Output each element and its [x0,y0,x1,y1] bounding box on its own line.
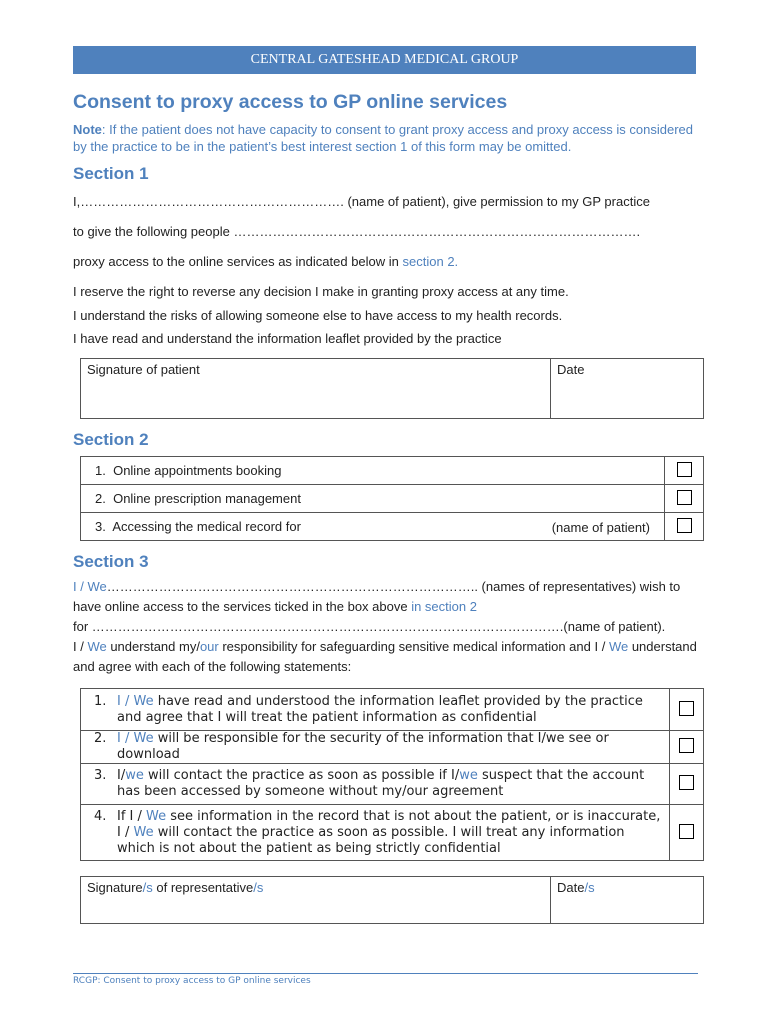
section3-text: understand my/ [106,639,200,654]
statement-number: 4. [94,808,107,824]
statement-number: 2. [94,731,107,746]
service-checkbox-prescriptions[interactable] [677,490,692,505]
pronoun-choice: We [133,693,154,709]
statement-row [81,689,704,731]
page-title: Consent to proxy access to GP online services [73,91,508,113]
representative-signature-field[interactable] [81,877,551,923]
statement-text: will contact the practice as soon as possible. I will treat any information which is not about the patient as being strictly confidential [117,824,625,856]
section3-text: ………………………………………………………………………….. (names of representatives) wish to have online access to the services ticked in the box above [73,579,681,614]
patient-signature-box [80,358,704,419]
pronoun-choice: We [146,808,167,824]
signature-label: of representative [152,880,254,895]
section3-text: I / [73,639,88,654]
services-table [80,456,704,541]
org-name: CENTRAL GATESHEAD MEDICAL GROUP [250,52,519,67]
statement-checkbox-2[interactable] [679,738,694,753]
service-label: Online appointments booking [113,463,282,478]
statement-row [81,731,704,764]
pronoun-choice: we [459,768,478,783]
statement-checkbox-1[interactable] [679,701,694,716]
pronoun-choice: We [608,639,629,654]
statement-row [81,764,704,805]
service-number: 2. [95,491,106,506]
service-row [81,513,704,541]
patient-date-field[interactable] [551,359,703,418]
section2-reference: section 2. [402,254,459,269]
representative-date-field[interactable] [551,877,703,923]
pronoun-choice: our [199,639,219,654]
section1-heading: Section 1 [73,164,149,183]
service-row [81,485,704,513]
plural-suffix: /s [253,880,264,895]
plural-suffix: /s [142,880,153,895]
statement-row [81,805,704,861]
plural-suffix: /s [584,880,595,895]
section3-text: responsibility for safeguarding sensitive medical information and I / [218,639,609,654]
header-bar [73,46,696,74]
service-number: 3. [95,519,106,534]
representative-signature-box [80,876,704,924]
statement-checkbox-4[interactable] [679,824,694,839]
section1-statement-2: I understand the risks of allowing someone else to have access to my health records. [73,308,563,323]
patient-signature-label: Signature of patient [87,362,200,377]
signature-label: Signature [87,880,143,895]
statement-number: 1. [94,693,107,709]
service-row [81,457,704,485]
statement-text: If I / [117,808,147,824]
statement-text: I/ [117,768,126,783]
patient-signature-field[interactable] [81,359,551,418]
section2-reference: in section 2 [411,599,477,614]
patient-date-label: Date [557,362,585,377]
statement-text: will be responsible for the security of the information that I/we see or download [117,731,609,762]
section1-line1: I,……………………………………………………. (name of patient), give permission to my GP practice [73,194,650,209]
pronoun-choice: We [87,639,107,654]
section1-line3 [73,254,458,269]
service-label: Accessing the medical record for [112,519,301,534]
pronoun-choice: I / [117,731,134,746]
service-label: Online prescription management [113,491,301,506]
footer-text: RCGP: Consent to proxy access to GP online services [73,976,311,986]
statement-text: see information in the record that is not about the patient, or is inaccurate, I / [117,808,661,840]
section3-paragraph-1 [73,577,698,617]
service-suffix: (name of patient) [551,520,650,535]
section1-statement-1: I reserve the right to reverse any decision I make in granting proxy access at any time. [73,284,569,299]
section3-heading: Section 3 [73,552,149,571]
footer-divider [73,973,698,974]
pronoun-choice: we [125,768,144,783]
pronoun-choice: We [133,731,154,746]
pronoun-choice: I / [117,693,134,709]
pronoun-choice: I / We [73,579,107,594]
pronoun-choice: We [133,824,154,840]
service-checkbox-appointments[interactable] [677,462,692,477]
statement-text: suspect that the account has been accessed by someone without my/our agreement [117,768,645,799]
service-checkbox-medical-record[interactable] [677,518,692,533]
statement-text: will contact the practice as soon as possible if I/ [143,768,460,783]
date-label: Date [557,880,585,895]
note-text: : If the patient does not have capacity to consent to grant proxy access and proxy access is considered by the practice to be in the patient’s best interest section 1 of this form may be omitted. [73,122,694,154]
service-number: 1. [95,463,106,478]
statement-number: 3. [94,768,107,783]
statement-text: have read and understood the information leaflet provided by the practice and agree that I will treat the patient information as confidential [117,693,643,725]
section3-paragraph-3 [73,637,698,677]
note [73,121,703,155]
section2-heading: Section 2 [73,430,149,449]
section3-text: understand and agree with each of the following statements: [73,639,697,674]
section1-statement-3: I have read and understand the information leaflet provided by the practice [73,331,502,346]
section3-paragraph-2: for ……………………………………………………………………………………………….(name of patient). [73,619,666,634]
statements-table [80,688,704,861]
statement-checkbox-3[interactable] [679,775,694,790]
section1-line2: to give the following people …………………………………………………………………………………. [73,224,641,239]
note-label: Note [73,122,102,137]
section1-line3-text: proxy access to the online services as indicated below in [73,254,403,269]
